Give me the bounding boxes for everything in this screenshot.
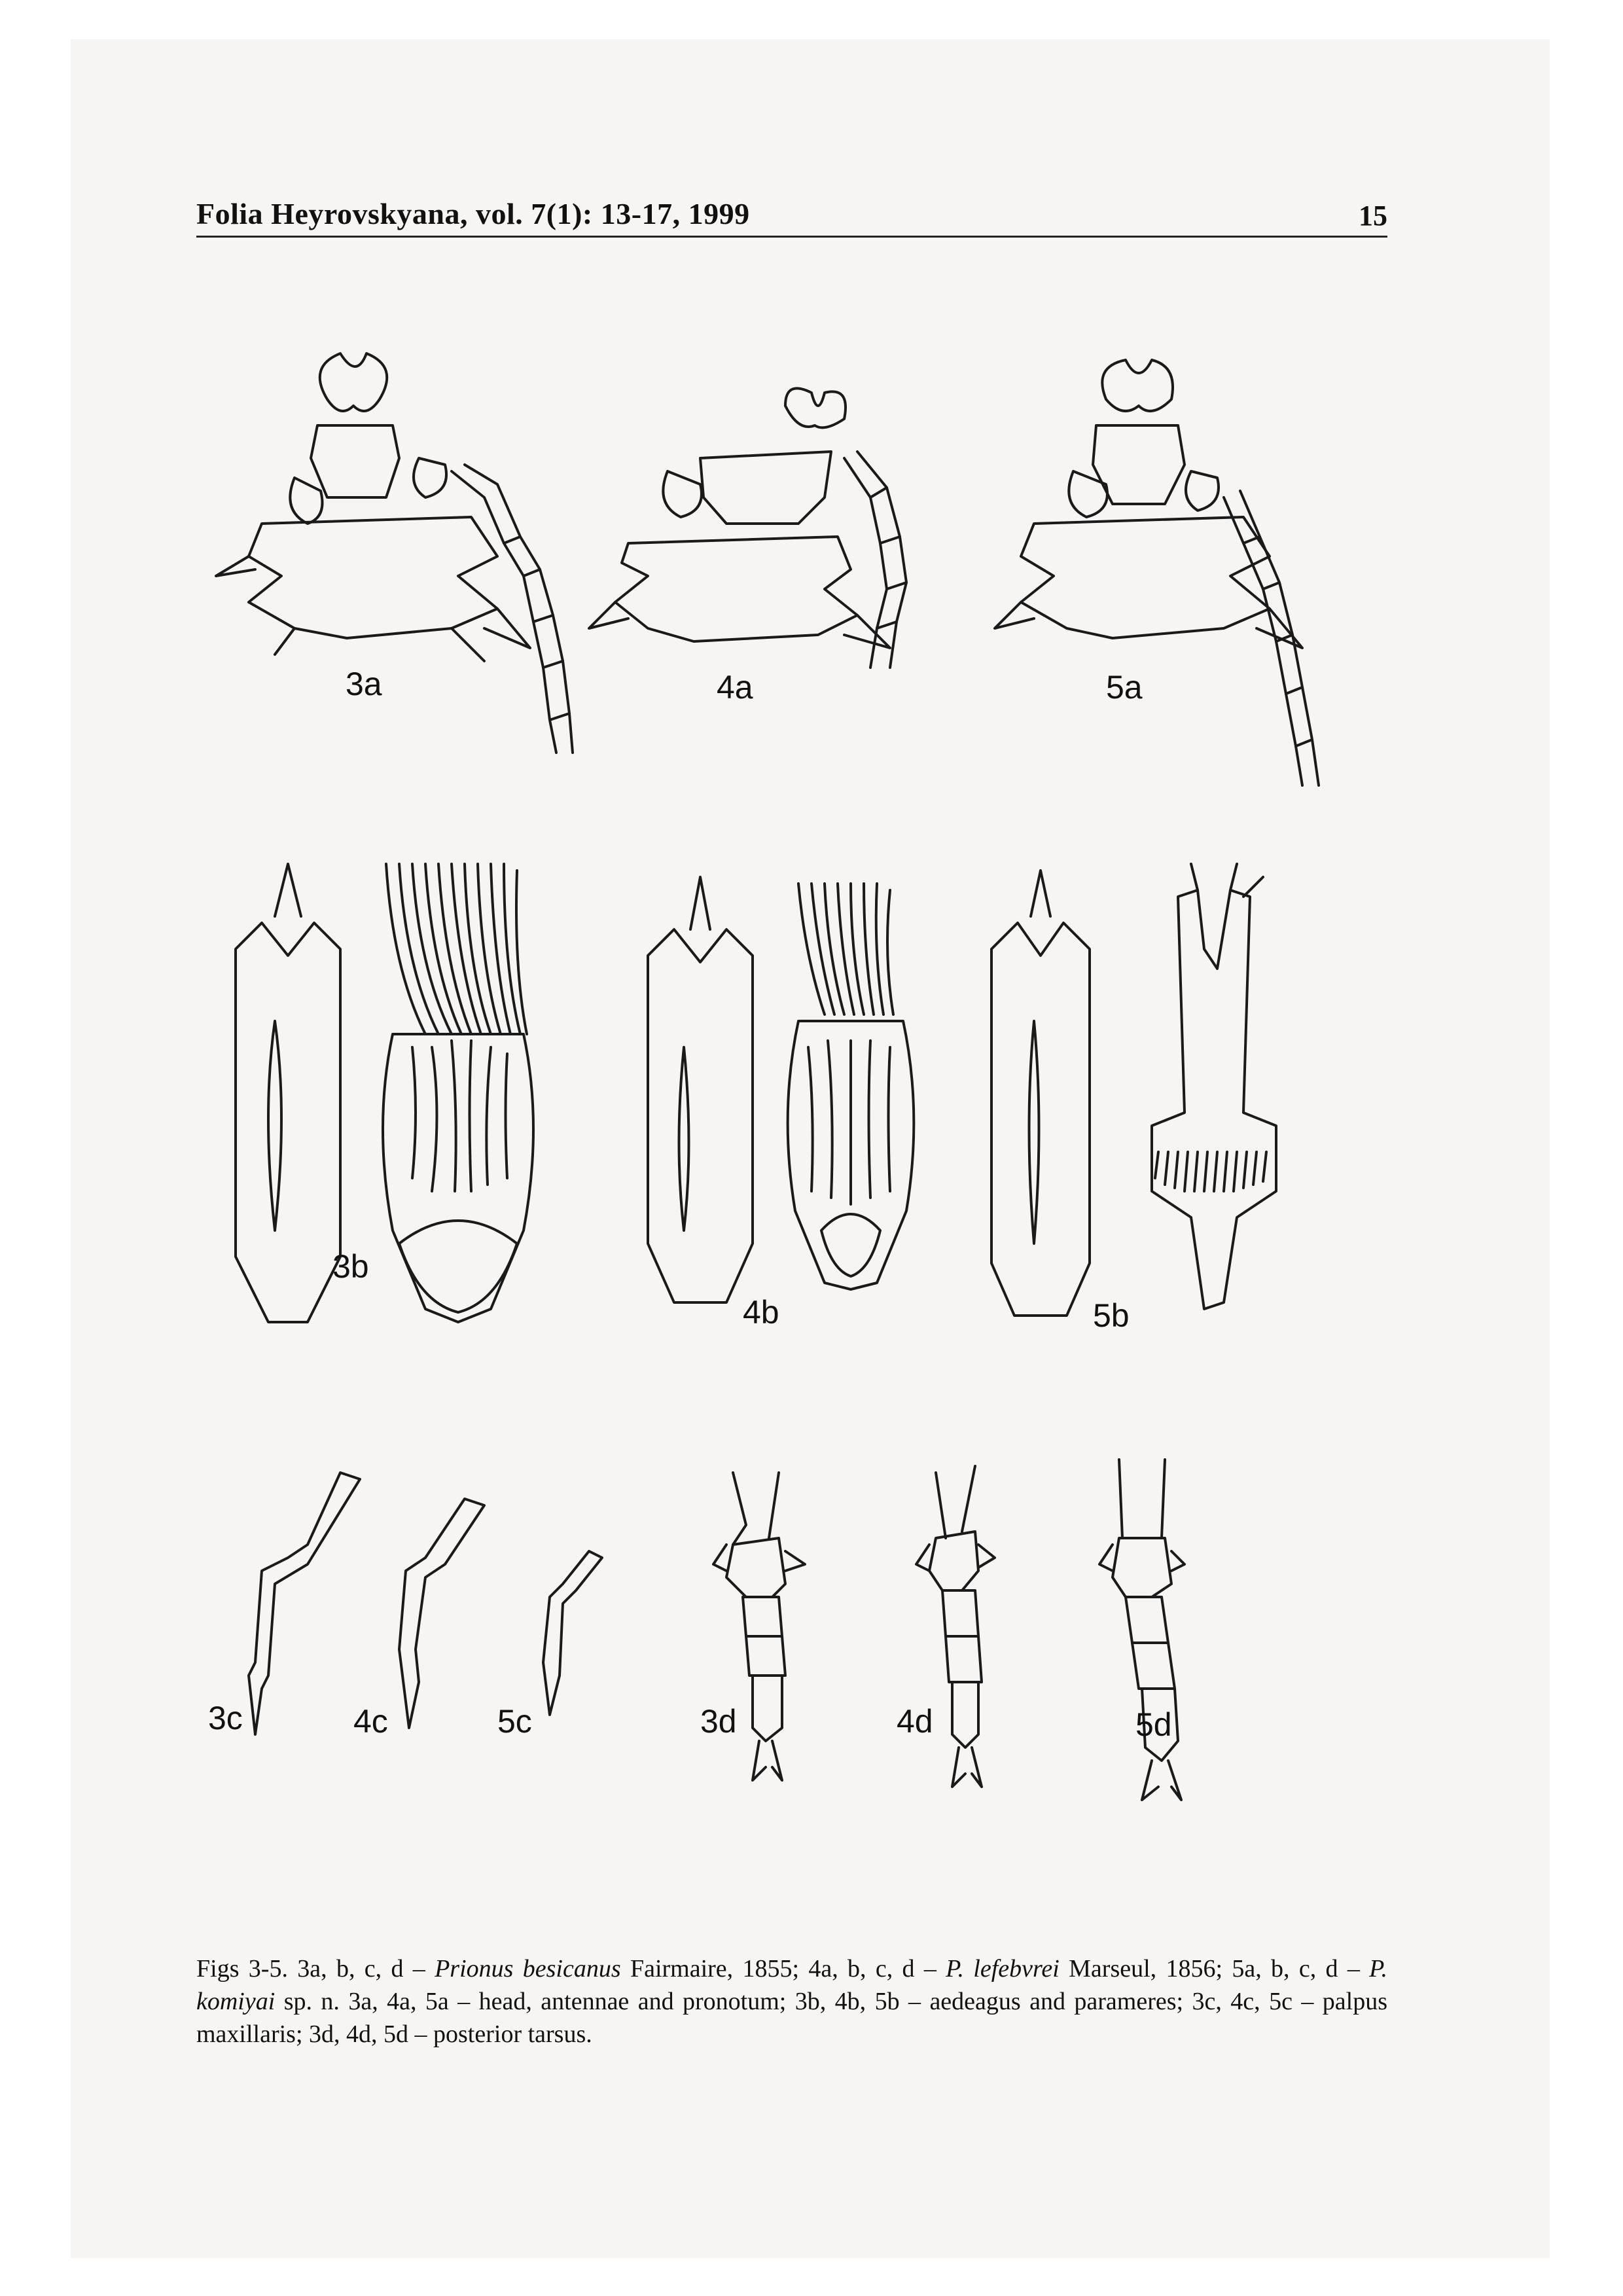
caption-species-1: Prionus besicanus <box>435 1955 621 1982</box>
drawing-4a-head-pronotum <box>589 388 906 668</box>
drawing-3b-aedeagus-parameres <box>236 864 533 1322</box>
caption-part: Marseul, 1856; 5a, b, c, d – <box>1059 1955 1370 1982</box>
drawing-5b-aedeagus-parameres <box>991 864 1276 1316</box>
label-5b: 5b <box>1093 1297 1130 1334</box>
label-3c: 3c <box>208 1700 243 1736</box>
drawing-4c-palpus <box>399 1499 484 1728</box>
label-3d: 3d <box>700 1703 737 1740</box>
label-3a: 3a <box>346 666 382 702</box>
drawing-5a-head-pronotum <box>995 360 1319 785</box>
page-number: 15 <box>1359 200 1387 232</box>
label-5d: 5d <box>1135 1706 1172 1743</box>
caption-part: sp. n. 3a, 4a, 5a – head, antennae and pronotum; 3b, 4b, 5b – aedeagus and parameres; 3c, 4c, 5c – palpus maxillaris; 3d, 4d, 5d – posterior tarsus. <box>196 1988 1387 2048</box>
drawing-3a-head-pronotum <box>216 353 573 753</box>
drawing-3c-palpus <box>249 1473 360 1734</box>
caption-species-2: P. lefebvrei <box>946 1955 1060 1982</box>
label-5c: 5c <box>497 1703 532 1740</box>
label-4c: 4c <box>353 1703 388 1740</box>
caption-species-3: P. komiyai <box>196 1955 1387 2015</box>
label-4b: 4b <box>743 1294 779 1331</box>
label-3b: 3b <box>332 1248 369 1285</box>
figure-caption <box>196 1952 1387 2051</box>
label-4a: 4a <box>717 669 753 706</box>
label-4d: 4d <box>897 1703 933 1740</box>
drawing-4b-aedeagus-parameres <box>648 877 914 1302</box>
label-5a: 5a <box>1106 669 1143 706</box>
drawing-5c-palpus <box>543 1551 602 1715</box>
drawing-5d-tarsus <box>1099 1460 1185 1800</box>
caption-part: Fairmaire, 1855; 4a, b, c, d – <box>620 1955 946 1982</box>
caption-part: Figs 3-5. 3a, b, c, d – <box>196 1955 435 1982</box>
running-head: Folia Heyrovskyana, vol. 7(1): 13-17, 1999 <box>196 197 750 230</box>
